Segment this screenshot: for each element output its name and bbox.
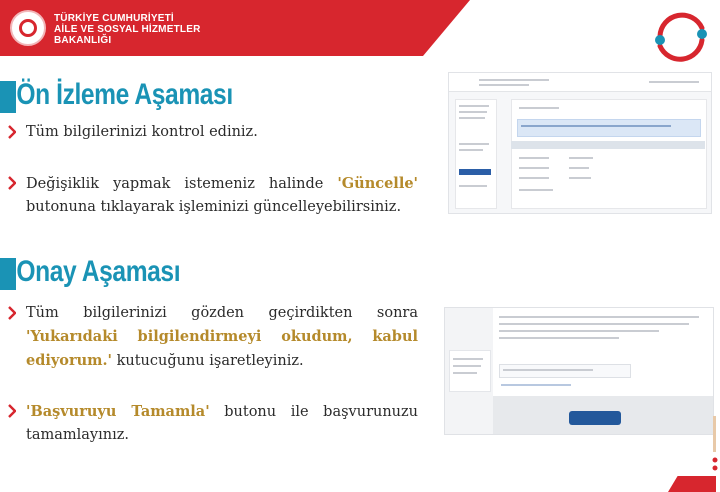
family-ring-logo-icon bbox=[650, 6, 712, 68]
bullet-text: Değişiklik yapmak istemeniz halinde 'Güncelle' butonuna tıklayarak işleminizi güncelleyebilirsiniz. bbox=[26, 175, 418, 215]
chevron-right-icon bbox=[8, 125, 16, 139]
bullet-check-info bbox=[8, 121, 418, 144]
bullet-update bbox=[8, 172, 418, 219]
bullet-text: 'Başvuruyu Tamamla' butonu ile başvurunuzu tamamlayınız. bbox=[26, 403, 418, 443]
ministry-line-3: BAKANLIĞI bbox=[54, 35, 112, 46]
approval-screenshot bbox=[444, 307, 714, 435]
page-number-tab bbox=[668, 476, 716, 492]
ministry-emblem-icon bbox=[10, 10, 46, 46]
bullet-complete-application bbox=[8, 400, 418, 447]
chevron-right-icon bbox=[8, 176, 16, 190]
bullet-text: Tüm bilgilerinizi kontrol ediniz. bbox=[26, 124, 258, 140]
preview-screenshot bbox=[448, 72, 712, 214]
highlight-consent-checkbox: 'Yukarıdaki bilgilendirmeyi okudum, kabul ediyorum.' bbox=[26, 328, 418, 369]
ministry-name bbox=[54, 13, 201, 46]
highlight-complete-button: 'Başvuruyu Tamamla' bbox=[26, 403, 210, 420]
bullet-text: Tüm bilgilerinizi gözden geçirdikten sonra 'Yukarıdaki bilgilendirmeyi okudum, kabul ediyorum.' kutucuğunu işaretleyiniz. bbox=[26, 305, 418, 369]
ministry-line-1: TÜRKİYE CUMHURİYETİ bbox=[54, 13, 174, 24]
decorative-dots bbox=[712, 412, 718, 472]
bullet-confirm-checkbox bbox=[8, 302, 418, 373]
chevron-right-icon bbox=[8, 404, 16, 418]
section-title-preview: Ön İzleme Aşaması bbox=[16, 78, 233, 111]
complete-button-illustration bbox=[569, 411, 621, 425]
highlight-update-button: 'Güncelle' bbox=[337, 175, 418, 192]
chevron-right-icon bbox=[8, 306, 16, 320]
ministry-line-2: AİLE VE SOSYAL HİZMETLER bbox=[54, 24, 201, 35]
section-title-approval: Onay Aşaması bbox=[16, 255, 181, 288]
